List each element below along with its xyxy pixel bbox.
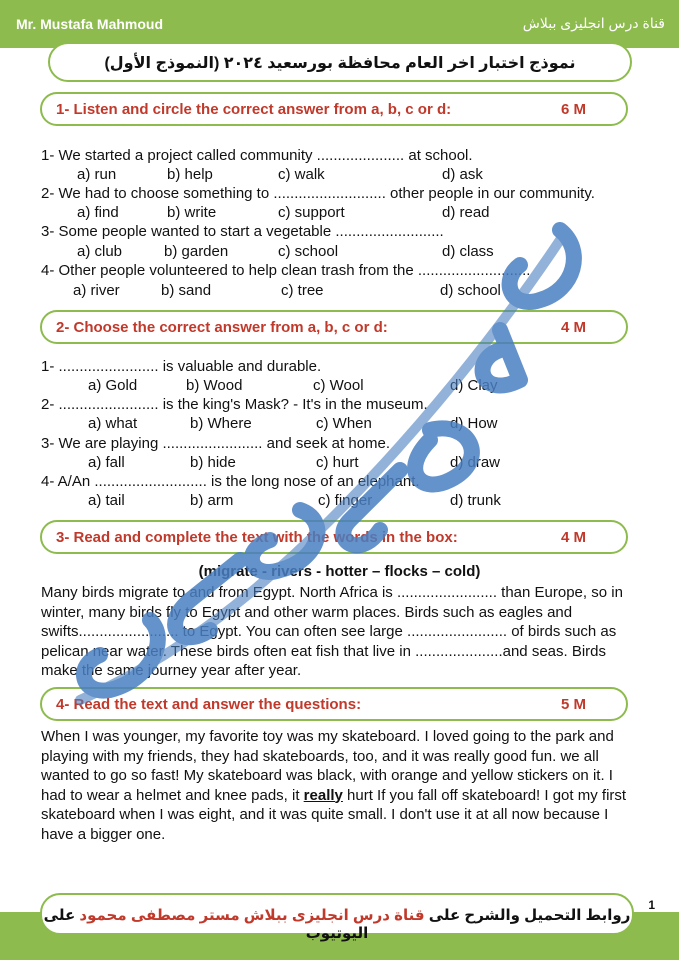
option: d) draw xyxy=(450,454,501,471)
choose-question-4: 4- A/An ........................... is the long nose of an elephant. xyxy=(41,473,420,490)
option: a) run xyxy=(77,166,117,183)
section-heading: 4- Read the text and answer the questions: xyxy=(56,696,362,713)
choose-question-3: 3- We are playing ........................ and seek at home. xyxy=(41,435,391,452)
footer-part-1: روابط التحميل والشرح على xyxy=(428,907,631,924)
listen-question-3: 3- Some people wanted to start a vegetable .......................... xyxy=(41,223,444,240)
reading-text-after: hurt If you fall off skateboard! I got my first skateboard when I was eight, and it was quite small. I don't use it at all now because I have a bigger one. xyxy=(41,786,627,843)
exam-title: نموذج اختبار اخر العام محافظة بورسعيد ٢٠٢٤ (النموذج الأول) xyxy=(104,55,576,72)
option: c) tree xyxy=(281,282,324,299)
option: d) trunk xyxy=(450,492,501,509)
footer-part-3: على اليوتيوب xyxy=(43,907,369,942)
option: b) arm xyxy=(190,492,234,509)
section-marks: 4 M xyxy=(560,319,586,336)
option: b) write xyxy=(167,204,217,221)
option: c) hurt xyxy=(316,454,359,471)
option: c) When xyxy=(316,415,372,432)
listen-question-4: 4- Other people volunteered to help clean trash from the ........................... xyxy=(41,262,531,279)
author-name: Mr. Mustafa Mahmoud xyxy=(16,16,164,32)
option: d) school xyxy=(440,282,501,299)
section-3-heading-box xyxy=(40,520,628,554)
option: d) class xyxy=(442,243,494,260)
channel-name: قناة درس انجليزى ببلاش xyxy=(522,15,665,31)
footer-channel-link[interactable]: قناة درس انجليزى ببلاش مستر مصطفى محمود xyxy=(79,907,425,924)
option: a) what xyxy=(88,415,138,432)
complete-text-paragraph: Many birds migrate to and from Egypt. North Africa is ........................ than Europe, so in winter, many birds fly to Egypt and other warm places. Birds such as eagles and swifts........................ to Egypt. You can often see large ........................ of birds such as pelican near water. These birds often eat fish that live in .....................and seas. Birds make the same journey year after year. xyxy=(41,584,623,679)
choose-question-1: 1- ........................ is valuable and durable. xyxy=(41,358,322,375)
listen-question-2: 2- We had to choose something to ........................... other people in our community. xyxy=(41,185,595,202)
option: b) garden xyxy=(164,243,229,260)
option: b) sand xyxy=(161,282,212,299)
section-1-heading-box xyxy=(40,92,628,126)
option: d) read xyxy=(442,204,490,221)
option: c) Wool xyxy=(313,377,364,394)
footer-box xyxy=(40,893,634,942)
option: b) Where xyxy=(190,415,252,432)
section-heading: 3- Read and complete the text with the words in the box: xyxy=(56,529,458,546)
option: a) river xyxy=(73,282,120,299)
section-marks: 5 M xyxy=(560,696,586,713)
listen-question-1: 1- We started a project called community ..................... at school. xyxy=(41,147,473,164)
section-marks: 4 M xyxy=(560,529,586,546)
option: b) Wood xyxy=(186,377,243,394)
section-marks: 6 M xyxy=(560,101,586,118)
reading-text-before: When I was younger, my favorite toy was my skateboard. I loved going to the park and playing with my friends, they had skateboards, too, and it was really good fun. we all wanted to go so fast! My skateboard was black, with orange and yellow stickers on it. I had to wear a helmet and knee pads, it xyxy=(41,728,614,804)
option: d) ask xyxy=(442,166,483,183)
top-banner xyxy=(0,0,679,48)
page-number: 1 xyxy=(648,898,655,912)
choose-question-2: 2- ........................ is the king's Mask? - It's in the museum. xyxy=(41,396,428,413)
option: b) hide xyxy=(190,454,236,471)
option: c) walk xyxy=(278,166,325,183)
option: a) find xyxy=(77,204,119,221)
underlined-word: really xyxy=(303,786,343,804)
option: c) school xyxy=(278,243,339,260)
word-box: (migrate - rivers - hotter – flocks – cold) xyxy=(198,563,481,580)
option: c) support xyxy=(278,204,345,221)
section-heading: 2- Choose the correct answer from a, b, c or d: xyxy=(56,319,388,336)
exam-title-box xyxy=(48,42,632,82)
section-2-heading-box xyxy=(40,310,628,344)
option: a) tail xyxy=(88,492,125,509)
option: d) Clay xyxy=(450,377,498,394)
section-4-heading-box xyxy=(40,687,628,721)
reading-passage xyxy=(41,727,641,844)
option: b) help xyxy=(167,166,213,183)
option: a) Gold xyxy=(88,377,138,394)
option: a) club xyxy=(77,243,123,260)
option: d) How xyxy=(450,415,498,432)
option: c) finger xyxy=(318,492,373,509)
footer-text xyxy=(42,906,632,942)
section-heading: 1- Listen and circle the correct answer from a, b, c or d: xyxy=(56,101,452,118)
option: a) fall xyxy=(88,454,125,471)
